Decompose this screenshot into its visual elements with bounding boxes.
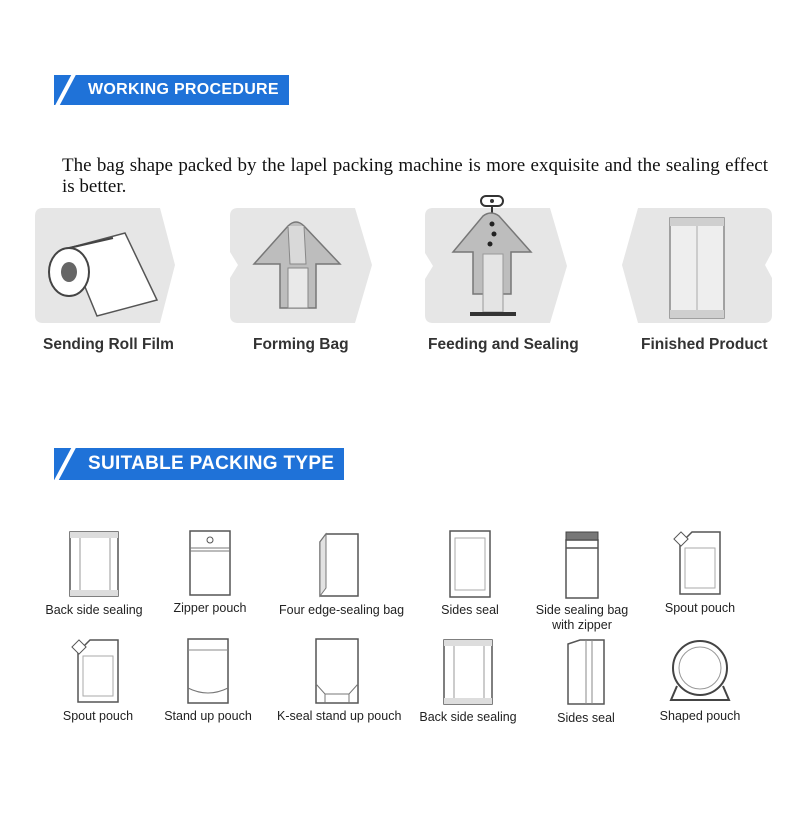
forming-bag-icon bbox=[230, 208, 380, 323]
step-finished-product bbox=[622, 208, 772, 323]
finished-product-icon bbox=[622, 208, 772, 323]
pack-label: K-seal stand up pouch bbox=[277, 709, 402, 723]
roll-film-icon bbox=[35, 208, 185, 323]
back-side-sealing-icon bbox=[66, 530, 122, 598]
zipper-pouch-icon bbox=[185, 530, 235, 596]
sides-seal-icon bbox=[560, 638, 612, 706]
procedure-description: The bag shape packed by the lapel packing machine is more exquisite and the sealing effect is better. bbox=[62, 155, 768, 197]
four-edge-sealing-bag-icon bbox=[314, 532, 364, 598]
back-side-sealing-icon bbox=[440, 638, 496, 706]
step-label-forming-bag: Forming Bag bbox=[253, 336, 349, 353]
shaped-pouch-icon bbox=[667, 638, 733, 704]
spout-pouch-icon bbox=[672, 530, 728, 596]
pack-label: Zipper pouch bbox=[173, 601, 247, 615]
pack-label: Spout pouch bbox=[62, 709, 134, 723]
k-seal-pouch-icon bbox=[311, 638, 363, 704]
pack-label: Back side sealing bbox=[419, 710, 517, 724]
feeding-sealing-icon bbox=[425, 194, 575, 323]
sides-seal-icon bbox=[445, 530, 495, 598]
pack-label: Spout pouch bbox=[664, 601, 736, 615]
banner-stripe bbox=[54, 75, 80, 105]
step-sending-roll-film bbox=[35, 208, 185, 323]
banner-stripe bbox=[54, 448, 80, 480]
working-procedure-banner bbox=[54, 75, 289, 105]
pack-label: Shaped pouch bbox=[659, 709, 741, 723]
step-label-feeding-sealing: Feeding and Sealing bbox=[428, 336, 579, 353]
packing-type-title: SUITABLE PACKING TYPE bbox=[80, 448, 344, 480]
pack-label: Sides seal bbox=[557, 711, 615, 725]
packing-type-banner bbox=[54, 448, 344, 480]
pack-label-line2: with zipper bbox=[552, 618, 612, 632]
spout-pouch-icon bbox=[70, 638, 126, 704]
step-forming-bag bbox=[230, 208, 380, 323]
step-feeding-sealing bbox=[425, 194, 575, 323]
side-sealing-zipper-icon bbox=[560, 530, 604, 600]
pack-label: Side sealing bag bbox=[535, 603, 629, 617]
step-label-finished-product: Finished Product bbox=[641, 336, 768, 353]
step-label-roll-film: Sending Roll Film bbox=[43, 336, 174, 353]
stand-up-pouch-icon bbox=[183, 638, 233, 704]
pack-label: Back side sealing bbox=[45, 603, 143, 617]
pack-label: Sides seal bbox=[441, 603, 499, 617]
pack-label: Four edge-sealing bag bbox=[279, 603, 405, 617]
pack-label: Stand up pouch bbox=[164, 709, 252, 723]
working-procedure-title: WORKING PROCEDURE bbox=[80, 75, 289, 105]
